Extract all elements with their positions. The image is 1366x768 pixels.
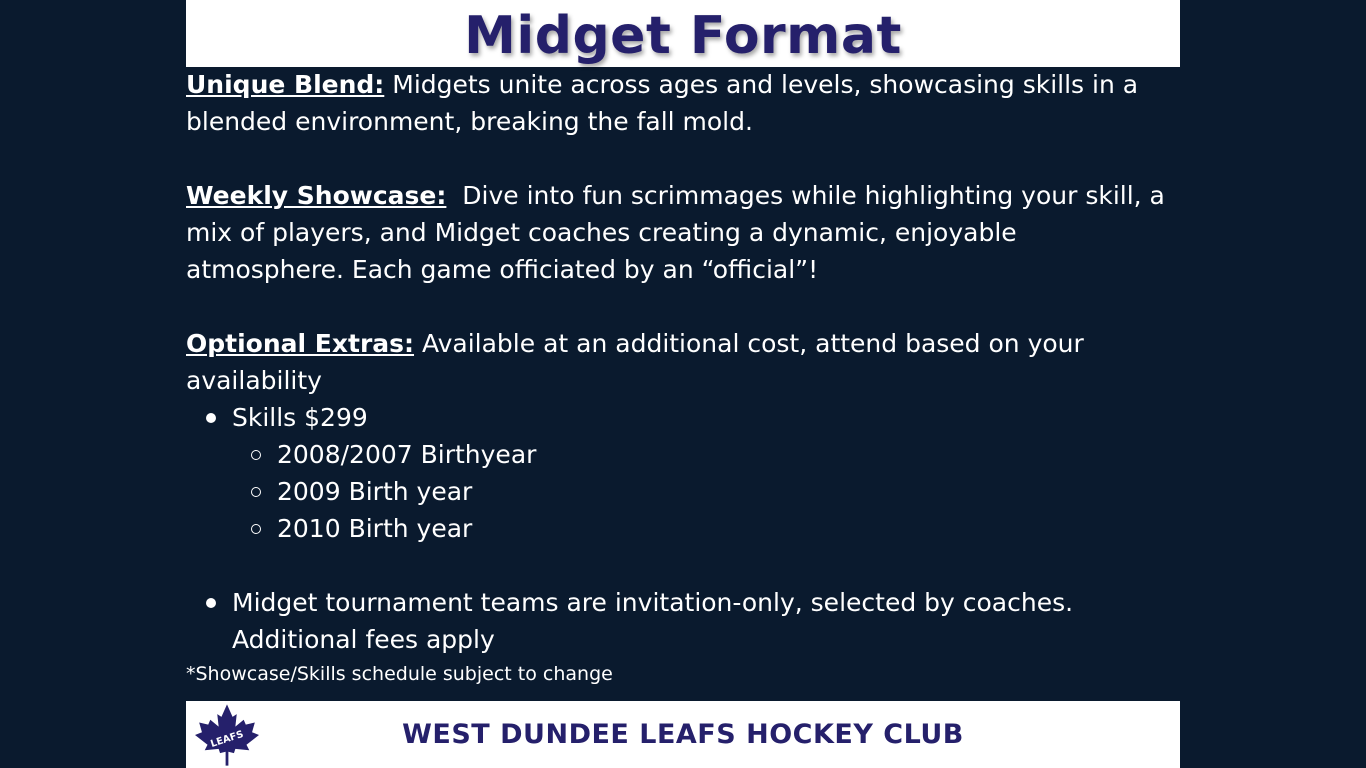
list-item: 2010 Birth year [277,510,1176,547]
logo-text: LEAFS [209,728,245,750]
optional-extras-heading: Optional Extras: [186,329,415,358]
tournament-list [186,584,1176,658]
weekly-showcase-paragraph [186,177,1176,288]
unique-blend-text: Midgets unite across ages and levels, showcasing skills in a blended environment, breaking the fall mold. [186,70,1139,136]
list-item [232,399,1176,547]
header-bar [186,0,1180,67]
optional-extras-paragraph [186,325,1176,399]
optional-extras-text: Available at an additional cost, attend based on your availability [186,329,1084,395]
footer-bar [186,701,1180,768]
weekly-showcase-text: Dive into fun scrimmages while highlighting your skill, a mix of players, and Midget coaches creating a dynamic, enjoyable atmosphere. Each game officiated by an “official”! [186,181,1165,284]
list-item: 2008/2007 Birthyear [277,436,1176,473]
list-item [232,584,1176,658]
list-item: 2009 Birth year [277,473,1176,510]
main-content [186,66,1176,658]
skills-sublist [232,436,1176,547]
schedule-note: *Showcase/Skills schedule subject to change [186,663,613,685]
unique-blend-paragraph [186,66,1176,140]
page-title: Midget Format [464,5,902,66]
unique-blend-heading: Unique Blend: [186,70,385,99]
extras-list [186,399,1176,547]
weekly-showcase-heading: Weekly Showcase: [186,181,447,210]
skills-item-label: Skills $299 [232,403,368,432]
tournament-item-label: Midget tournament teams are invitation-only, selected by coaches. Additional fees apply [232,588,1074,654]
club-name: WEST DUNDEE LEAFS HOCKEY CLUB [402,719,964,750]
